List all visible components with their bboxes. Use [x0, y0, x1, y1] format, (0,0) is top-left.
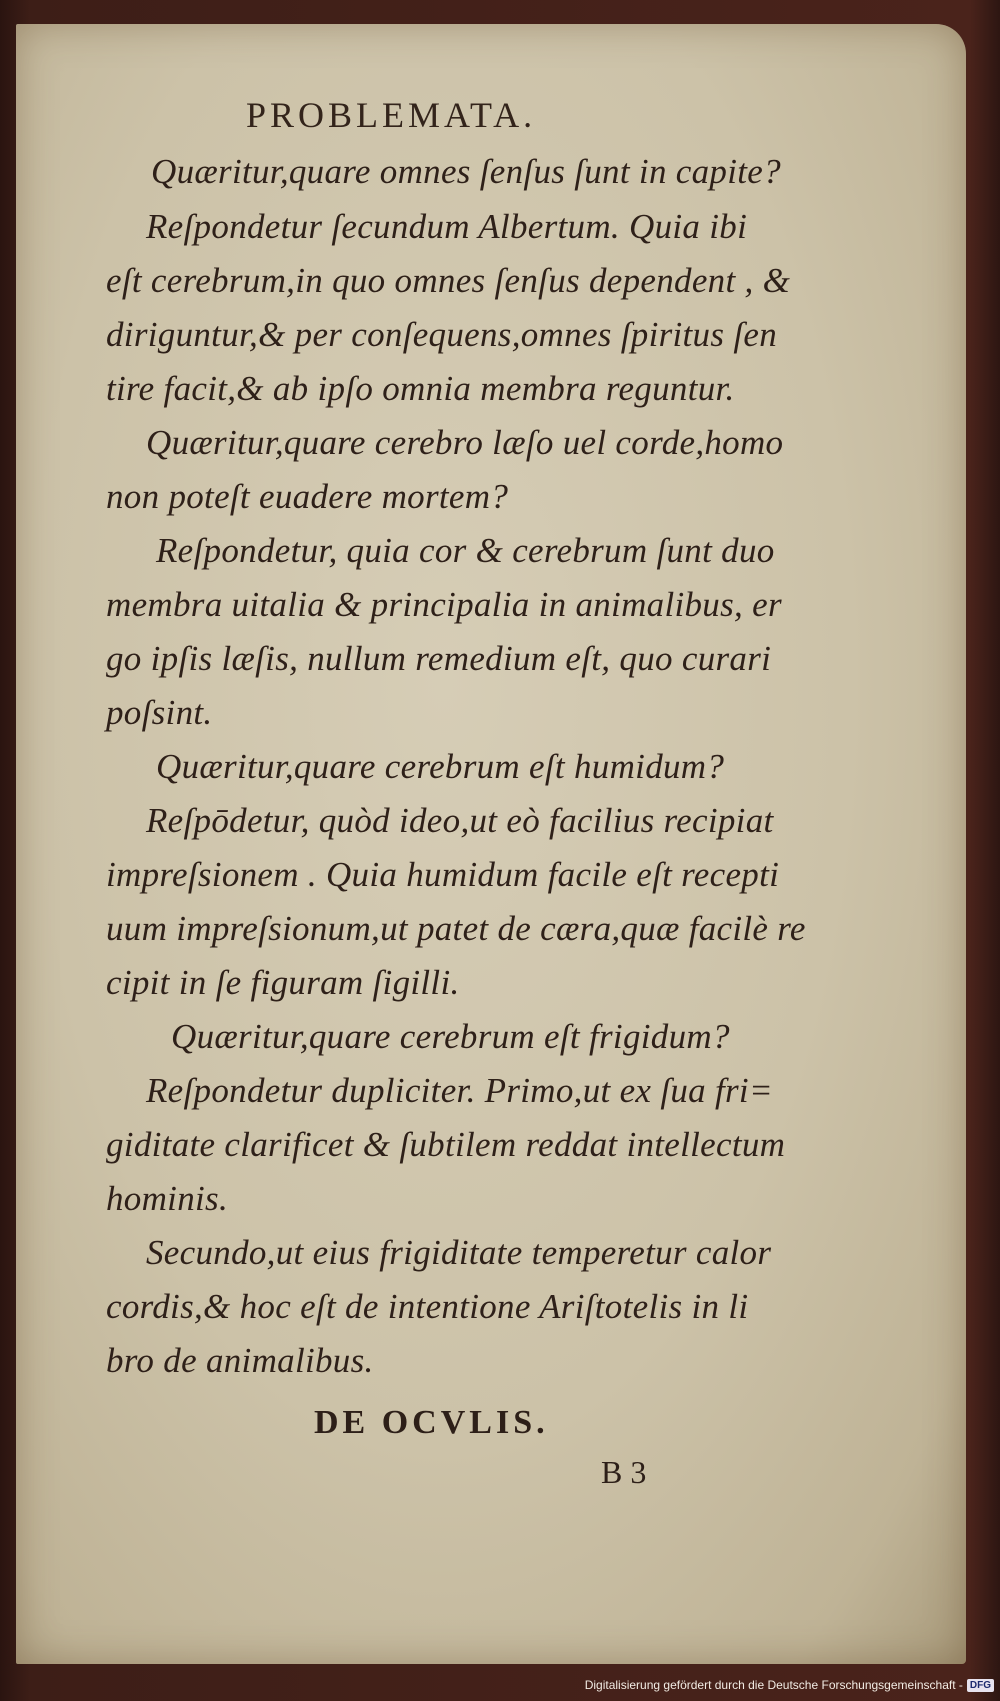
catchword: DE OCVLIS. — [314, 1404, 549, 1441]
text-line: Reſpondetur, quia cor & cerebrum ſunt duo — [156, 531, 775, 570]
text-line: bro de animalibus. — [106, 1341, 374, 1380]
text-line: go ipſis læſis, nullum remedium eſt, quo curari — [106, 639, 772, 678]
text-line: impreſsionem . Quia humidum facile eſt recepti — [106, 855, 780, 894]
text-line: Quæritur,quare cerebrum eſt frigidum? — [171, 1017, 730, 1056]
text-line: Reſpondetur dupliciter. Primo,ut ex ſua fri= — [146, 1071, 773, 1110]
running-head: PROBLEMATA. — [246, 95, 537, 135]
text-line: cordis,& hoc eſt de intentione Ariſtotelis in li — [106, 1287, 749, 1326]
text-line: uum impreſsionum,ut patet de cæra,quæ facilè re — [106, 909, 806, 948]
text-line: eſt cerebrum,in quo omnes ſenſus dependent , & — [106, 261, 791, 300]
text-line: non poteſt euadere mortem? — [106, 477, 509, 516]
text-line: poſsint. — [106, 693, 213, 732]
text-line: diriguntur,& per conſequens,omnes ſpiritus ſen — [106, 315, 777, 354]
footer-credit — [585, 1673, 994, 1697]
footer-text: Digitalisierung gefördert durch die Deutsche Forschungsgemeinschaft - — [584, 1678, 963, 1692]
text-line: Quæritur,quare cerebro læſo uel corde,homo — [146, 423, 784, 462]
text-line: cipit in ſe figuram ſigilli. — [106, 963, 460, 1002]
text-line: tire facit,& ab ipſo omnia membra reguntur. — [106, 369, 735, 408]
text-line: Quæritur,quare omnes ſenſus ſunt in capite? — [151, 152, 781, 191]
text-line: Secundo,ut eius frigiditate temperetur calor — [146, 1233, 772, 1272]
text-line: Reſpōdetur, quòd ideo,ut eò facilius recipiat — [146, 801, 774, 840]
signature-mark: B 3 — [601, 1454, 647, 1490]
text-line: hominis. — [106, 1179, 228, 1218]
dfg-logo: DFG — [967, 1679, 994, 1692]
book-page — [16, 24, 966, 1664]
text-line: membra uitalia & principalia in animalibus, er — [106, 585, 782, 624]
text-line: Reſpondetur ſecundum Albertum. Quia ibi — [146, 207, 748, 246]
text-line: giditate clarificet & ſubtilem reddat intellectum — [106, 1125, 786, 1164]
text-line: Quæritur,quare cerebrum eſt humidum? — [156, 747, 725, 786]
